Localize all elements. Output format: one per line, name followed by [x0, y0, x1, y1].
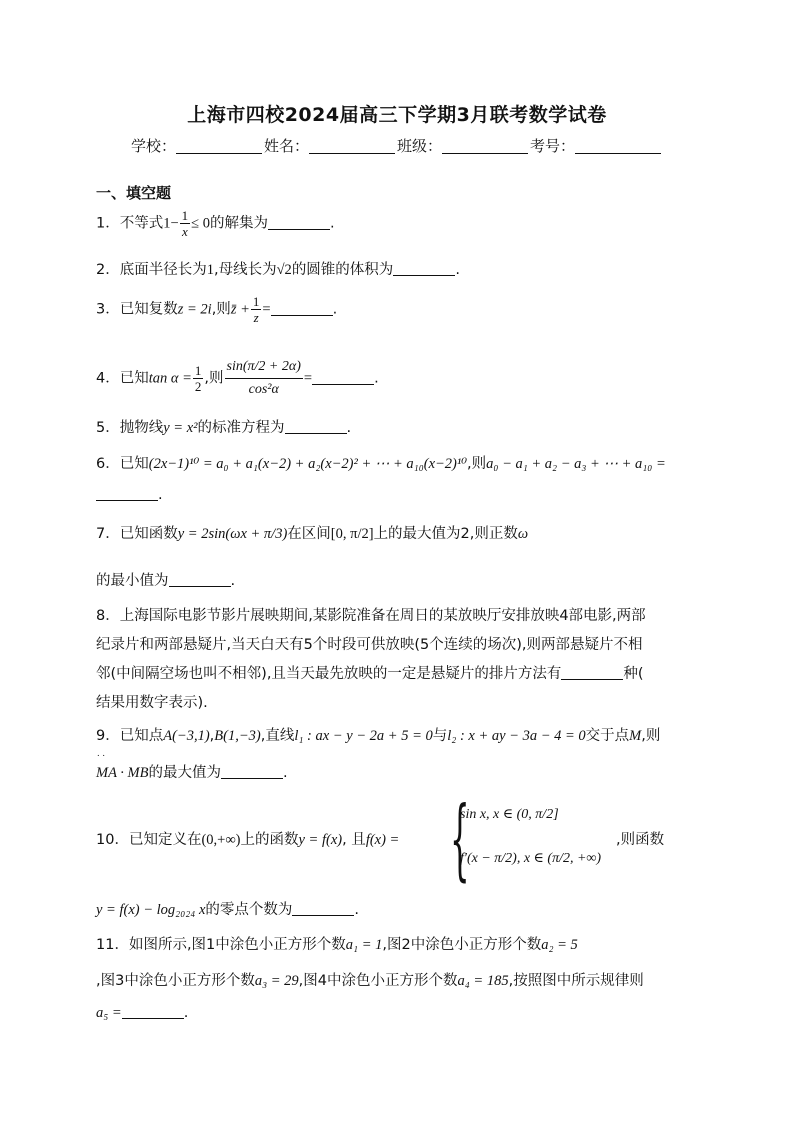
school-label: 学校： — [130, 137, 176, 155]
q9-vector-product: ˙˙ MA · MB — [96, 765, 149, 782]
question-9-cont — [96, 761, 288, 782]
q4-mid: ,则 — [204, 370, 224, 387]
q4-big-denominator: cos²α — [248, 382, 279, 397]
q11-text-a: 11．如图所示,图1中涂色小正方形个数 — [96, 937, 346, 953]
q10-f-def: f(x) = — [365, 832, 400, 848]
q6-mid: ,则 — [467, 456, 487, 472]
q4-big-numerator: sin(π/2 + 2α) — [225, 356, 303, 379]
q7-dot: . — [230, 573, 236, 589]
q6-answer-blank[interactable] — [96, 486, 158, 501]
q10-zero-function: y = f(x) − log₂₀₂₄ x — [96, 902, 206, 918]
q10-post: ,则函数 — [616, 832, 665, 848]
name-blank[interactable] — [309, 138, 395, 154]
q3-math: z = 2i — [177, 301, 212, 318]
q11-a1: a₁ = 1 — [345, 937, 383, 953]
q2-answer-blank[interactable] — [393, 261, 455, 276]
q5-post: 的标准方程为 — [197, 420, 285, 436]
q9-mid2: 与 — [432, 728, 448, 744]
q9-answer-blank[interactable] — [221, 764, 283, 779]
q3-mid: ,则 — [211, 301, 231, 318]
q7-omega: ω — [517, 526, 529, 542]
question-8-line-1: 8．上海国际电影节影片展映期间,某影院准备在周日的某放映厅安排放映4部电影,两部 — [96, 608, 646, 624]
q9-post: ,则 — [641, 728, 661, 744]
q4-math: tan α = — [148, 370, 192, 387]
q9-comma: , — [209, 728, 215, 744]
q1-answer-blank[interactable] — [268, 215, 330, 230]
q10-text: 10．已知定义在 — [96, 832, 202, 848]
q9-mid1: ,直线 — [260, 728, 295, 744]
section-heading: 一、填空题 — [96, 184, 172, 202]
question-6 — [96, 452, 666, 473]
q10-case-1: sin x, x ∈ (0, π/2] — [460, 807, 559, 822]
q10-brace: { — [450, 787, 470, 890]
class-label: 班级： — [397, 137, 443, 155]
q10-answer-blank[interactable] — [292, 901, 354, 916]
question-9 — [96, 724, 660, 745]
q1-text: 1．不等式 — [96, 215, 164, 232]
q2-dot: . — [455, 262, 460, 278]
q9-point-m: M — [629, 728, 642, 744]
q2-post: 的圆锥的体积为 — [291, 262, 394, 278]
q1-fraction — [180, 208, 191, 239]
q10-case-2: f′(x − π/2), x ∈ (π/2, +∞) — [460, 851, 602, 866]
q9-line2-post: 的最大值为 — [148, 765, 221, 781]
question-3 — [96, 294, 337, 325]
exam-title: 上海市四校2024届高三下学期3月联考数学试卷 — [187, 104, 607, 126]
q9-point-b: B(1,−3) — [214, 728, 261, 744]
q5-dot: . — [346, 420, 352, 436]
class-blank[interactable] — [442, 138, 528, 154]
q10-mid: 上的函数 — [240, 832, 299, 848]
name-label: 姓名： — [263, 137, 309, 155]
q3-math-b: z̄ + — [230, 301, 250, 318]
q1-numerator: 1 — [181, 208, 189, 223]
q1-dot: . — [330, 215, 335, 232]
q10-dot: . — [354, 902, 359, 918]
q11-dot: . — [183, 1005, 189, 1021]
q4-denominator: 2 — [194, 379, 202, 394]
q4-numerator: 1 — [194, 363, 202, 378]
q4-answer-blank[interactable] — [312, 370, 374, 385]
question-10-cont — [96, 898, 359, 919]
q3-numerator: 1 — [252, 294, 260, 309]
q10-mid2: , 且 — [342, 832, 366, 848]
q11-a2: a₂ = 5 — [541, 937, 578, 953]
question-10 — [96, 828, 399, 849]
question-5 — [96, 416, 351, 437]
q3-answer-blank[interactable] — [271, 301, 333, 316]
q7-interval: [0, π/2] — [330, 526, 374, 542]
q3-fraction — [251, 294, 262, 325]
q7-line2: 的最小值为 — [96, 573, 169, 589]
q11-answer-blank[interactable] — [122, 1004, 184, 1019]
question-4 — [96, 356, 379, 401]
q4-dot: . — [374, 370, 379, 387]
q7-function: y = 2sin(ωx + π/3) — [177, 526, 288, 542]
q6-text: 6．已知 — [96, 456, 149, 472]
q9-mid3: 交于点 — [585, 728, 630, 744]
q6-dot: . — [158, 487, 163, 503]
q6-sum: a₀ − a₁ + a₂ − a₃ + ⋯ + a₁₀ = — [486, 456, 666, 472]
question-8-line-2: 纪录片和两部悬疑片,当天白天有5个时段可供放映(5个连续的场次),则两部悬疑片不相 — [96, 637, 643, 653]
q4-eq: = — [303, 370, 313, 387]
q10-domain: (0,+∞) — [201, 832, 241, 848]
q6-expansion: (2x−1)¹⁰ = a₀ + a₁(x−2) + a₂(x−2)² + ⋯ + a₁₀(x−2)¹⁰ — [148, 456, 468, 472]
q11-text-b: ,图2中涂色小正方形个数 — [382, 937, 542, 953]
q7-text: 7．已知函数 — [96, 526, 178, 542]
q1-math-b: ≤ 0 — [191, 215, 211, 232]
q2-text: 2．底面半径长为 — [96, 262, 207, 278]
q10-function: y = f(x) — [298, 832, 343, 848]
student-info-row — [0, 135, 794, 156]
q5-answer-blank[interactable] — [285, 419, 347, 434]
q3-dot: . — [332, 301, 338, 318]
question-6-cont — [96, 486, 163, 503]
question-11-line-3 — [96, 1004, 188, 1022]
q5-math: y = x² — [163, 420, 198, 436]
q11-a4: a₄ = 185 — [457, 973, 509, 989]
q11-text-d: ,图4中涂色小正方形个数 — [298, 973, 458, 989]
q3-text: 3．已知复数 — [96, 301, 178, 318]
q8-unit: 种( — [623, 666, 644, 682]
q4-fraction — [193, 363, 204, 394]
q9-dot: . — [283, 765, 288, 781]
question-7-cont — [96, 569, 235, 590]
q3-denominator: z — [253, 310, 259, 325]
q2-mid: ,母线长为 — [213, 262, 277, 278]
q8-answer-blank[interactable] — [561, 665, 623, 680]
q11-a5: a₅ = — [96, 1005, 122, 1021]
q5-text: 5．抛物线 — [96, 420, 164, 436]
q11-text-c: ,图3中涂色小正方形个数 — [96, 973, 255, 989]
question-11-line-2 — [96, 969, 644, 990]
q1-math: 1− — [163, 215, 179, 232]
q7-mid: 在区间 — [287, 526, 331, 542]
q9-text: 9．已知点 — [96, 728, 164, 744]
q7-answer-blank[interactable] — [169, 572, 231, 587]
number-blank[interactable] — [575, 138, 661, 154]
q4-big-fraction — [225, 356, 303, 401]
question-8-line-3 — [96, 662, 644, 683]
q8-text: 邻(中间隔空场也叫不相邻),且当天最先放映的一定是悬疑片的排片方法有 — [96, 666, 562, 682]
q10-line2-post: 的零点个数为 — [205, 902, 293, 918]
q7-post: 上的最大值为2,则正数 — [373, 526, 518, 542]
q2-slant: √2 — [276, 262, 292, 278]
q9-point-a: A(−3,1) — [163, 728, 210, 744]
q9-line-l2: l₂ : x + ay − 3a − 4 = 0 — [447, 728, 586, 744]
question-11-line-1 — [96, 933, 578, 954]
q11-text-e: ,按照图中所示规律则 — [508, 973, 644, 989]
q4-text: 4．已知 — [96, 370, 149, 387]
q11-a3: a₃ = 29 — [254, 973, 299, 989]
q2-radius: 1 — [206, 262, 214, 278]
q3-eq: = — [262, 301, 271, 318]
q1-post: 的解集为 — [210, 215, 269, 232]
q1-denominator: x — [182, 224, 188, 239]
question-7 — [96, 522, 528, 543]
number-label: 考号： — [530, 137, 576, 155]
q9-line-l1: l₁ : ax − y − 2a + 5 = 0 — [294, 728, 433, 744]
school-blank[interactable] — [176, 138, 262, 154]
q10-piecewise — [450, 787, 620, 890]
question-2 — [96, 258, 460, 279]
question-1 — [96, 208, 335, 239]
question-8-line-4: 结果用数字表示). — [96, 695, 208, 711]
